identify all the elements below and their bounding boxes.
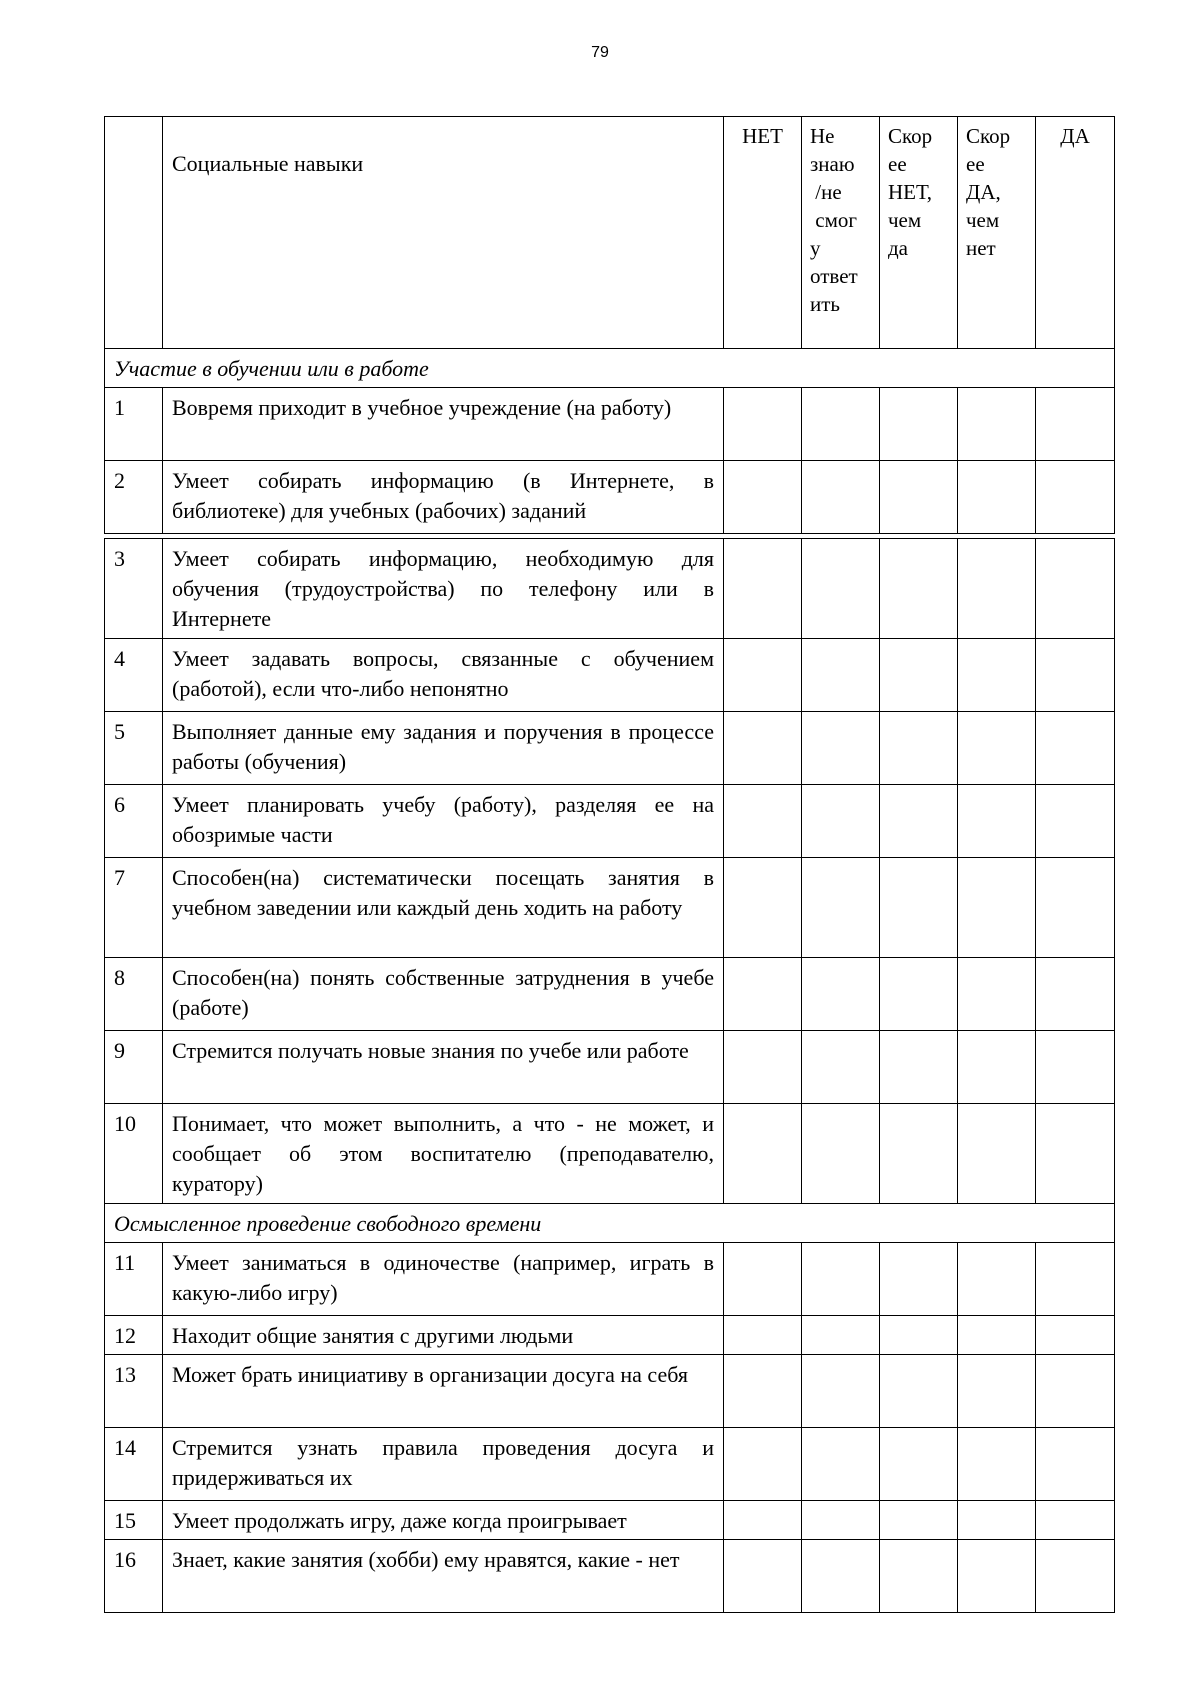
answer-cell-yes[interactable] (1036, 958, 1115, 1031)
header-row (105, 117, 1115, 349)
header-num-cell (105, 117, 163, 349)
section-title: Участие в обучении или в работе (105, 349, 1115, 388)
row-number: 6 (105, 785, 163, 858)
row-skill-text: Способен(на) понять собственные затруднения в учебе (работе) (163, 958, 724, 1031)
skills-table-part-2 (104, 538, 1115, 1613)
answer-cell-dont-know[interactable] (802, 461, 880, 534)
answer-cell-yes[interactable] (1036, 1501, 1115, 1540)
row-number: 8 (105, 958, 163, 1031)
row-skill-text: Стремится получать новые знания по учебе или работе (163, 1031, 724, 1104)
answer-cell-dont-know[interactable] (802, 712, 880, 785)
row-skill-text: Вовремя приходит в учебное учреждение (на работу) (163, 388, 724, 461)
table-row (105, 539, 1115, 639)
table-row (105, 1428, 1115, 1501)
answer-cell-dont-know[interactable] (802, 1316, 880, 1355)
answer-cell-no[interactable] (724, 388, 802, 461)
answer-cell-no[interactable] (724, 539, 802, 639)
answer-cell-yes[interactable] (1036, 858, 1115, 958)
answer-cell-no[interactable] (724, 1355, 802, 1428)
answer-cell-rather-yes[interactable] (958, 785, 1036, 858)
row-number: 1 (105, 388, 163, 461)
row-skill-text: Выполняет данные ему задания и поручения в процессе работы (обучения) (163, 712, 724, 785)
answer-cell-no[interactable] (724, 958, 802, 1031)
answer-cell-yes[interactable] (1036, 1104, 1115, 1204)
answer-cell-no[interactable] (724, 1501, 802, 1540)
row-number: 5 (105, 712, 163, 785)
section-header (105, 349, 1115, 388)
answer-cell-rather-yes[interactable] (958, 1243, 1036, 1316)
header-option-no: НЕТ (724, 117, 802, 349)
answer-cell-rather-no[interactable] (880, 639, 958, 712)
answer-cell-rather-no[interactable] (880, 712, 958, 785)
answer-cell-dont-know[interactable] (802, 639, 880, 712)
row-skill-text: Умеет продолжать игру, даже когда проигрывает (163, 1501, 724, 1540)
answer-cell-yes[interactable] (1036, 1355, 1115, 1428)
row-number: 2 (105, 461, 163, 534)
row-number: 16 (105, 1540, 163, 1613)
answer-cell-rather-no[interactable] (880, 1355, 958, 1428)
table-row (105, 1104, 1115, 1204)
row-skill-text: Умеет задавать вопросы, связанные с обучением (работой), если что-либо непонятно (163, 639, 724, 712)
row-number: 10 (105, 1104, 163, 1204)
row-skill-text: Умеет заниматься в одиночестве (например, играть в какую-либо игру) (163, 1243, 724, 1316)
header-option-rather-yes: Скор ее ДА, чем нет (958, 117, 1036, 349)
answer-cell-rather-no[interactable] (880, 1031, 958, 1104)
table-row (105, 1243, 1115, 1316)
table-row (105, 1355, 1115, 1428)
row-number: 11 (105, 1243, 163, 1316)
row-skill-text: Умеет собирать информацию, необходимую для обучения (трудоустройства) по телефону или в Интернете (163, 539, 724, 639)
answer-cell-rather-yes[interactable] (958, 1316, 1036, 1355)
answer-cell-rather-yes[interactable] (958, 1104, 1036, 1204)
answer-cell-rather-no[interactable] (880, 388, 958, 461)
answer-cell-rather-no[interactable] (880, 1243, 958, 1316)
answer-cell-dont-know[interactable] (802, 1243, 880, 1316)
answer-cell-rather-yes[interactable] (958, 1428, 1036, 1501)
answer-cell-rather-yes[interactable] (958, 461, 1036, 534)
answer-cell-rather-yes[interactable] (958, 639, 1036, 712)
answer-cell-rather-no[interactable] (880, 1104, 958, 1204)
table-row (105, 958, 1115, 1031)
answer-cell-dont-know[interactable] (802, 539, 880, 639)
answer-cell-rather-no[interactable] (880, 1501, 958, 1540)
answer-cell-dont-know[interactable] (802, 785, 880, 858)
skills-table-part-1 (104, 116, 1115, 534)
page-number: 79 (591, 44, 609, 61)
row-number: 14 (105, 1428, 163, 1501)
answer-cell-yes[interactable] (1036, 1316, 1115, 1355)
answer-cell-no[interactable] (724, 1104, 802, 1204)
table-row (105, 1501, 1115, 1540)
answer-cell-yes[interactable] (1036, 785, 1115, 858)
answer-cell-rather-yes[interactable] (958, 712, 1036, 785)
row-number: 4 (105, 639, 163, 712)
answer-cell-no[interactable] (724, 1243, 802, 1316)
header-option-yes: ДА (1036, 117, 1115, 349)
section-header (105, 1204, 1115, 1243)
answer-cell-no[interactable] (724, 1428, 802, 1501)
answer-cell-dont-know[interactable] (802, 1355, 880, 1428)
row-skill-text: Знает, какие занятия (хобби) ему нравятся, какие - нет (163, 1540, 724, 1613)
answer-cell-yes[interactable] (1036, 388, 1115, 461)
answer-cell-yes[interactable] (1036, 539, 1115, 639)
row-skill-text: Умеет собирать информацию (в Интернете, в библиотеке) для учебных (рабочих) заданий (163, 461, 724, 534)
answer-cell-no[interactable] (724, 712, 802, 785)
answer-cell-dont-know[interactable] (802, 1501, 880, 1540)
row-number: 3 (105, 539, 163, 639)
answer-cell-rather-yes[interactable] (958, 858, 1036, 958)
answer-cell-rather-no[interactable] (880, 785, 958, 858)
answer-cell-yes[interactable] (1036, 461, 1115, 534)
table-row (105, 1031, 1115, 1104)
answer-cell-no[interactable] (724, 639, 802, 712)
answer-cell-no[interactable] (724, 1031, 802, 1104)
answer-cell-no[interactable] (724, 858, 802, 958)
answer-cell-rather-no[interactable] (880, 1540, 958, 1613)
row-skill-text: Стремится узнать правила проведения досуга и придерживаться их (163, 1428, 724, 1501)
table-row (105, 1316, 1115, 1355)
answer-cell-rather-no[interactable] (880, 958, 958, 1031)
answer-cell-rather-yes[interactable] (958, 1031, 1036, 1104)
answer-cell-yes[interactable] (1036, 639, 1115, 712)
table-row (105, 639, 1115, 712)
row-number: 15 (105, 1501, 163, 1540)
table-row (105, 388, 1115, 461)
table-row (105, 785, 1115, 858)
row-number: 7 (105, 858, 163, 958)
table-row (105, 712, 1115, 785)
header-option-dont-know: Не знаю /не смог у ответ ить (802, 117, 880, 349)
answer-cell-dont-know[interactable] (802, 1540, 880, 1613)
table-row (105, 858, 1115, 958)
answer-cell-rather-yes[interactable] (958, 539, 1036, 639)
answer-cell-dont-know[interactable] (802, 1428, 880, 1501)
answer-cell-rather-no[interactable] (880, 1316, 958, 1355)
answer-cell-no[interactable] (724, 1540, 802, 1613)
answer-cell-no[interactable] (724, 785, 802, 858)
answer-cell-rather-yes[interactable] (958, 1355, 1036, 1428)
answer-cell-rather-yes[interactable] (958, 1501, 1036, 1540)
answer-cell-rather-no[interactable] (880, 858, 958, 958)
answer-cell-rather-no[interactable] (880, 539, 958, 639)
row-skill-text: Понимает, что может выполнить, а что - не может, и сообщает об этом воспитателю (преподавателю, куратору) (163, 1104, 724, 1204)
header-option-rather-no: Скор ее НЕТ, чем да (880, 117, 958, 349)
section-title: Осмысленное проведение свободного времени (105, 1204, 1115, 1243)
table-row (105, 461, 1115, 534)
answer-cell-yes[interactable] (1036, 1428, 1115, 1501)
row-number: 12 (105, 1316, 163, 1355)
header-skills-title: Социальные навыки (163, 117, 724, 349)
answer-cell-dont-know[interactable] (802, 388, 880, 461)
row-skill-text: Находит общие занятия с другими людьми (163, 1316, 724, 1355)
answer-cell-rather-no[interactable] (880, 1428, 958, 1501)
answer-cell-yes[interactable] (1036, 1540, 1115, 1613)
answer-cell-rather-no[interactable] (880, 461, 958, 534)
answer-cell-yes[interactable] (1036, 1031, 1115, 1104)
row-skill-text: Способен(на) систематически посещать занятия в учебном заведении или каждый день ходить на работу (163, 858, 724, 958)
answer-cell-yes[interactable] (1036, 712, 1115, 785)
answer-cell-rather-yes[interactable] (958, 388, 1036, 461)
answer-cell-yes[interactable] (1036, 1243, 1115, 1316)
answer-cell-dont-know[interactable] (802, 958, 880, 1031)
answer-cell-dont-know[interactable] (802, 858, 880, 958)
answer-cell-no[interactable] (724, 461, 802, 534)
answer-cell-rather-yes[interactable] (958, 1540, 1036, 1613)
row-skill-text: Умеет планировать учебу (работу), разделяя ее на обозримые части (163, 785, 724, 858)
row-number: 13 (105, 1355, 163, 1428)
table-row (105, 1540, 1115, 1613)
row-number: 9 (105, 1031, 163, 1104)
answer-cell-dont-know[interactable] (802, 1031, 880, 1104)
row-skill-text: Может брать инициативу в организации досуга на себя (163, 1355, 724, 1428)
answer-cell-rather-yes[interactable] (958, 958, 1036, 1031)
answer-cell-no[interactable] (724, 1316, 802, 1355)
answer-cell-dont-know[interactable] (802, 1104, 880, 1204)
